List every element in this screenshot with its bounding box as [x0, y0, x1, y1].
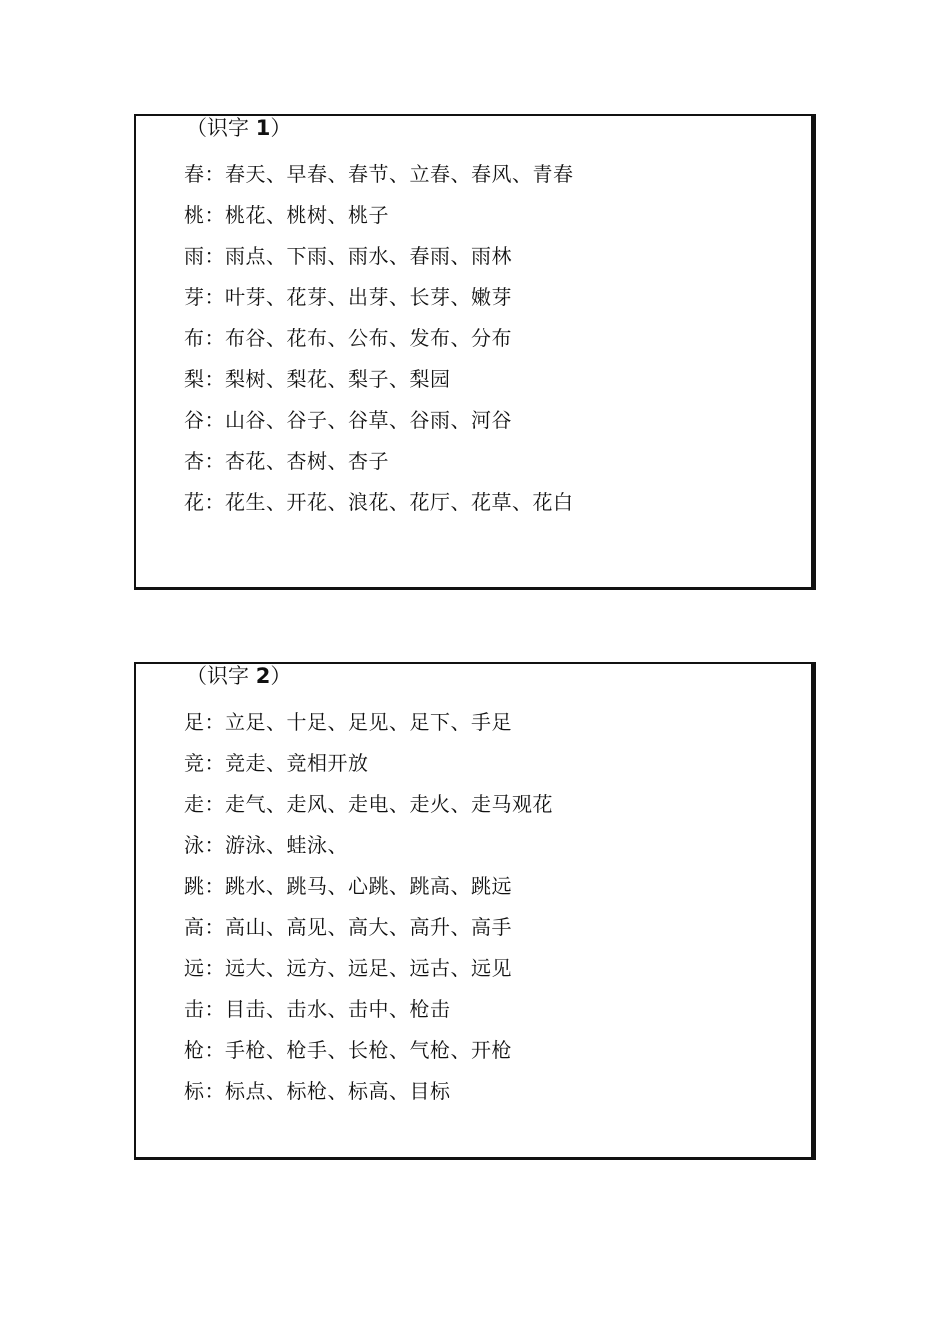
word-line: 竞：竞走、竞相开放 [184, 751, 369, 775]
word-line: 高：高山、高见、高大、高升、高手 [184, 915, 512, 939]
title-number: 2 [255, 664, 271, 688]
word-line: 跳：跳水、跳马、心跳、跳高、跳远 [184, 874, 512, 898]
vocab-box-2 [134, 662, 814, 1160]
word-line: 泳：游泳、蛙泳、 [184, 833, 348, 857]
section-title-1 [186, 114, 291, 142]
word-line: 走：走气、走风、走电、走火、走马观花 [184, 792, 553, 816]
word-line: 春：春天、早春、春节、立春、春风、青春 [184, 162, 574, 186]
word-line: 梨：梨树、梨花、梨子、梨园 [184, 367, 451, 391]
title-close: ） [270, 664, 292, 688]
word-line: 雨：雨点、下雨、雨水、春雨、雨林 [184, 244, 512, 268]
title-open: （识字 [186, 664, 256, 688]
title-number: 1 [255, 116, 271, 140]
word-line: 布：布谷、花布、公布、发布、分布 [184, 326, 512, 350]
word-line: 足：立足、十足、足见、足下、手足 [184, 710, 512, 734]
word-line: 远：远大、远方、远足、远古、远见 [184, 956, 512, 980]
section-title-2 [186, 662, 291, 690]
word-line: 谷：山谷、谷子、谷草、谷雨、河谷 [184, 408, 512, 432]
word-list-1 [184, 160, 574, 529]
word-line: 标：标点、标枪、标高、目标 [184, 1079, 451, 1103]
word-list-2 [184, 708, 553, 1118]
title-close: ） [270, 116, 292, 140]
word-line: 枪：手枪、枪手、长枪、气枪、开枪 [184, 1038, 512, 1062]
word-line: 芽：叶芽、花芽、出芽、长芽、嫩芽 [184, 285, 512, 309]
title-open: （识字 [186, 116, 256, 140]
word-line: 花：花生、开花、浪花、花厅、花草、花白 [184, 490, 574, 514]
word-line: 杏：杏花、杏树、杏子 [184, 449, 389, 473]
word-line: 桃：桃花、桃树、桃子 [184, 203, 389, 227]
word-line: 击：目击、击水、击中、枪击 [184, 997, 451, 1021]
vocab-box-1 [134, 114, 814, 590]
